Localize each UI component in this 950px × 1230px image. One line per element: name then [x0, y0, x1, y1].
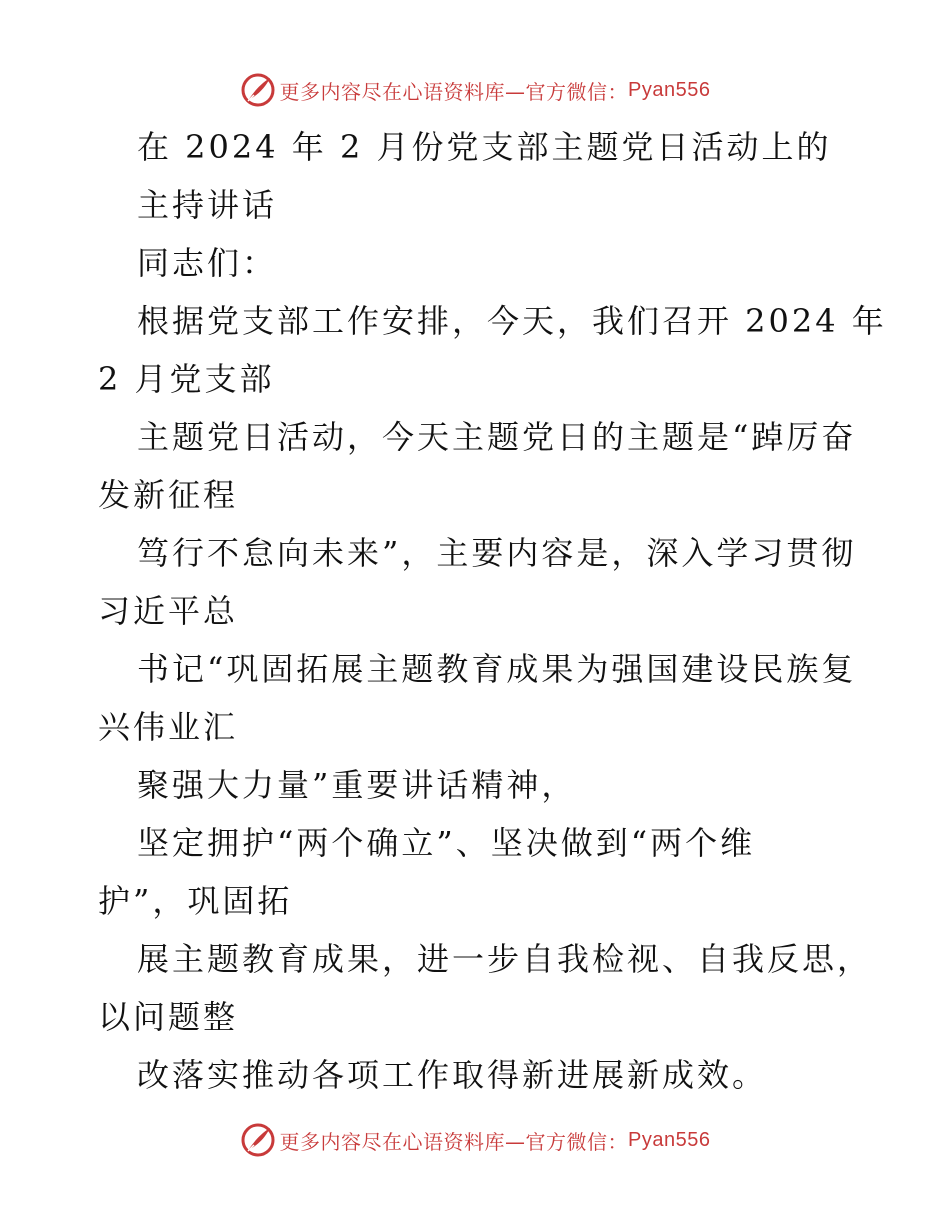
header-watermark [0, 70, 950, 110]
paragraph-line: 以问题整 [98, 998, 239, 1036]
footer-watermark [0, 1120, 950, 1160]
paragraph-line: 护”，巩固拓 [98, 882, 293, 920]
paragraph-line: 聚强大力量”重要讲话精神， [137, 766, 577, 804]
paragraph-line: 笃行不怠向未来”，主要内容是，深入学习贯彻 [137, 534, 857, 572]
paragraph-line: 习近平总 [98, 592, 239, 630]
paragraph-line: 改落实推动各项工作取得新进展新成效。 [137, 1056, 768, 1094]
paragraph-line: 兴伟业汇 [98, 708, 239, 746]
watermark-handle: Pyan556 [628, 78, 711, 101]
salutation: 同志们： [137, 244, 278, 282]
document-title-line-1: 在 2024 年 2 月份党支部主题党日活动上的 [137, 128, 832, 166]
document-title-line-2: 主持讲话 [137, 186, 278, 224]
paragraph-line: 发新征程 [98, 476, 239, 514]
paragraph-line: 根据党支部工作安排，今天，我们召开 2024 年 [137, 302, 887, 340]
watermark-text: 更多内容尽在心语资料库—官方微信： [279, 79, 629, 104]
feather-pen-circle-icon [240, 1122, 276, 1158]
paragraph-line: 展主题教育成果，进一步自我检视、自我反思， [137, 940, 873, 978]
feather-pen-circle-icon [240, 72, 276, 108]
paragraph-line: 主题党日活动，今天主题党日的主题是“踔厉奋 [137, 418, 857, 456]
watermark-handle: Pyan556 [628, 1128, 711, 1151]
paragraph-line: 坚定拥护“两个确立”、坚决做到“两个维 [137, 824, 756, 862]
paragraph-line: 2 月党支部 [98, 360, 275, 398]
watermark-text: 更多内容尽在心语资料库—官方微信： [279, 1129, 629, 1154]
paragraph-line: 书记“巩固拓展主题教育成果为强国建设民族复 [137, 650, 857, 688]
